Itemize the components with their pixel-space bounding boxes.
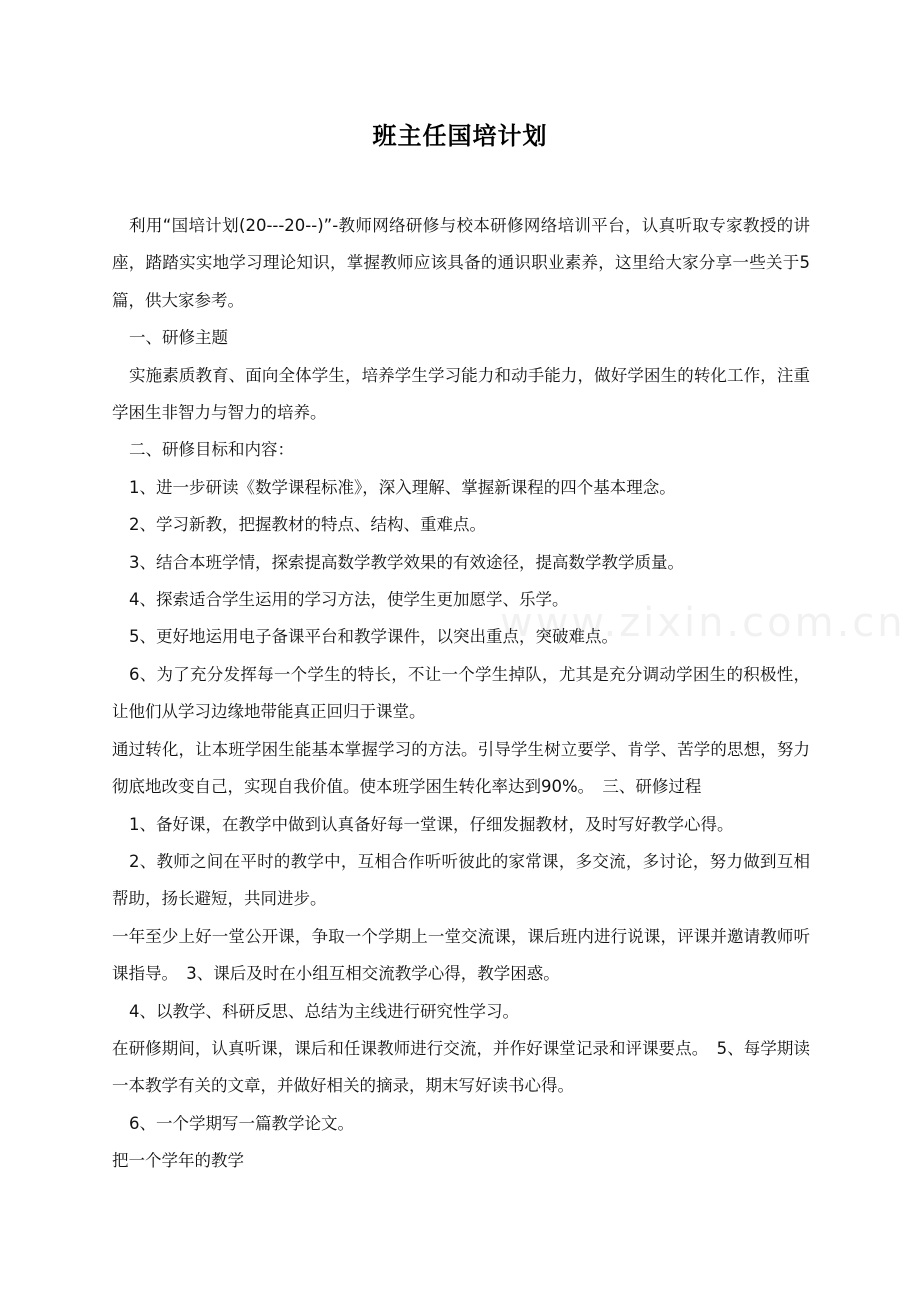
list-item-process-1: 1、备好课，在教学中做到认真备好每一堂课，仔细发掘教材，及时写好教学心得。 — [129, 814, 734, 834]
list-item-goal-2: 2、学习新教，把握教材的特点、结构、重难点。 — [129, 515, 486, 535]
paragraph-transformation: 通过转化，让本班学困生能基本掌握学习的方法。引导学生树立要学、肯学、苦学的思想，努力彻底地改变自己，实现自我价值。使本班学困生转化率达到90%。 三、研修过程 — [112, 739, 810, 797]
heading-goals-content: 二、研修目标和内容： — [129, 440, 294, 460]
list-item-goal-6: 6、为了充分发挥每一个学生的特长，不让一个学生掉队，尤其是充分调动学困生的积极性，让他们从学习边缘地带能真正回归于课堂。 — [112, 664, 810, 722]
list-item-goal-1: 1、进一步研读《数学课程标准》，深入理解、掌握新课程的四个基本理念。 — [129, 477, 676, 497]
watermark: www.zixin.com.cn — [500, 600, 906, 646]
heading-research-theme: 一、研修主题 — [129, 328, 228, 348]
paragraph-intro: 利用“国培计划(20---20--)”-教师网络研修与校本研修网络培训平台，认真听取专家教授的讲座，踏踏实实地学习理论知识，掌握教师应该具备的通识职业素养，这里给大家分享一些关于5篇，供大家参考。 — [112, 216, 810, 310]
list-item-goal-4: 4、探索适合学生运用的学习方法，使学生更加愿学、乐学。 — [129, 590, 569, 610]
paragraph-theme: 实施素质教育、面向全体学生，培养学生学习能力和动手能力，做好学困生的转化工作，注重学困生非智力与智力的培养。 — [112, 365, 810, 423]
list-item-process-4: 4、以教学、科研反思、总结为主线进行研究性学习。 — [129, 1001, 519, 1021]
paragraph-open-class: 一年至少上好一堂公开课，争取一个学期上一堂交流课，课后班内进行说课，评课并邀请教师听课指导。 3、课后及时在小组互相交流教学心得，教学困惑。 — [112, 926, 810, 984]
list-item-goal-5: 5、更好地运用电子备课平台和教学课件，以突出重点，突破难点。 — [129, 627, 618, 647]
paragraph-final: 把一个学年的教学 — [112, 1151, 244, 1171]
list-item-goal-3: 3、结合本班学情，探索提高数学教学效果的有效途径，提高数学教学质量。 — [129, 552, 684, 572]
list-item-process-6: 6、一个学期写一篇教学论文。 — [129, 1113, 354, 1133]
list-item-process-2: 2、教师之间在平时的教学中，互相合作听听彼此的家常课，多交流，多讨论，努力做到互相帮助，扬长避短，共同进步。 — [112, 851, 810, 909]
page-title: 班主任国培计划 — [372, 122, 548, 150]
paragraph-research-period: 在研修期间，认真听课，课后和任课教师进行交流，并作好课堂记录和评课要点。 5、每学期读一本教学有关的文章，并做好相关的摘录，期末写好读书心得。 — [112, 1038, 810, 1096]
document-body — [112, 207, 810, 1180]
